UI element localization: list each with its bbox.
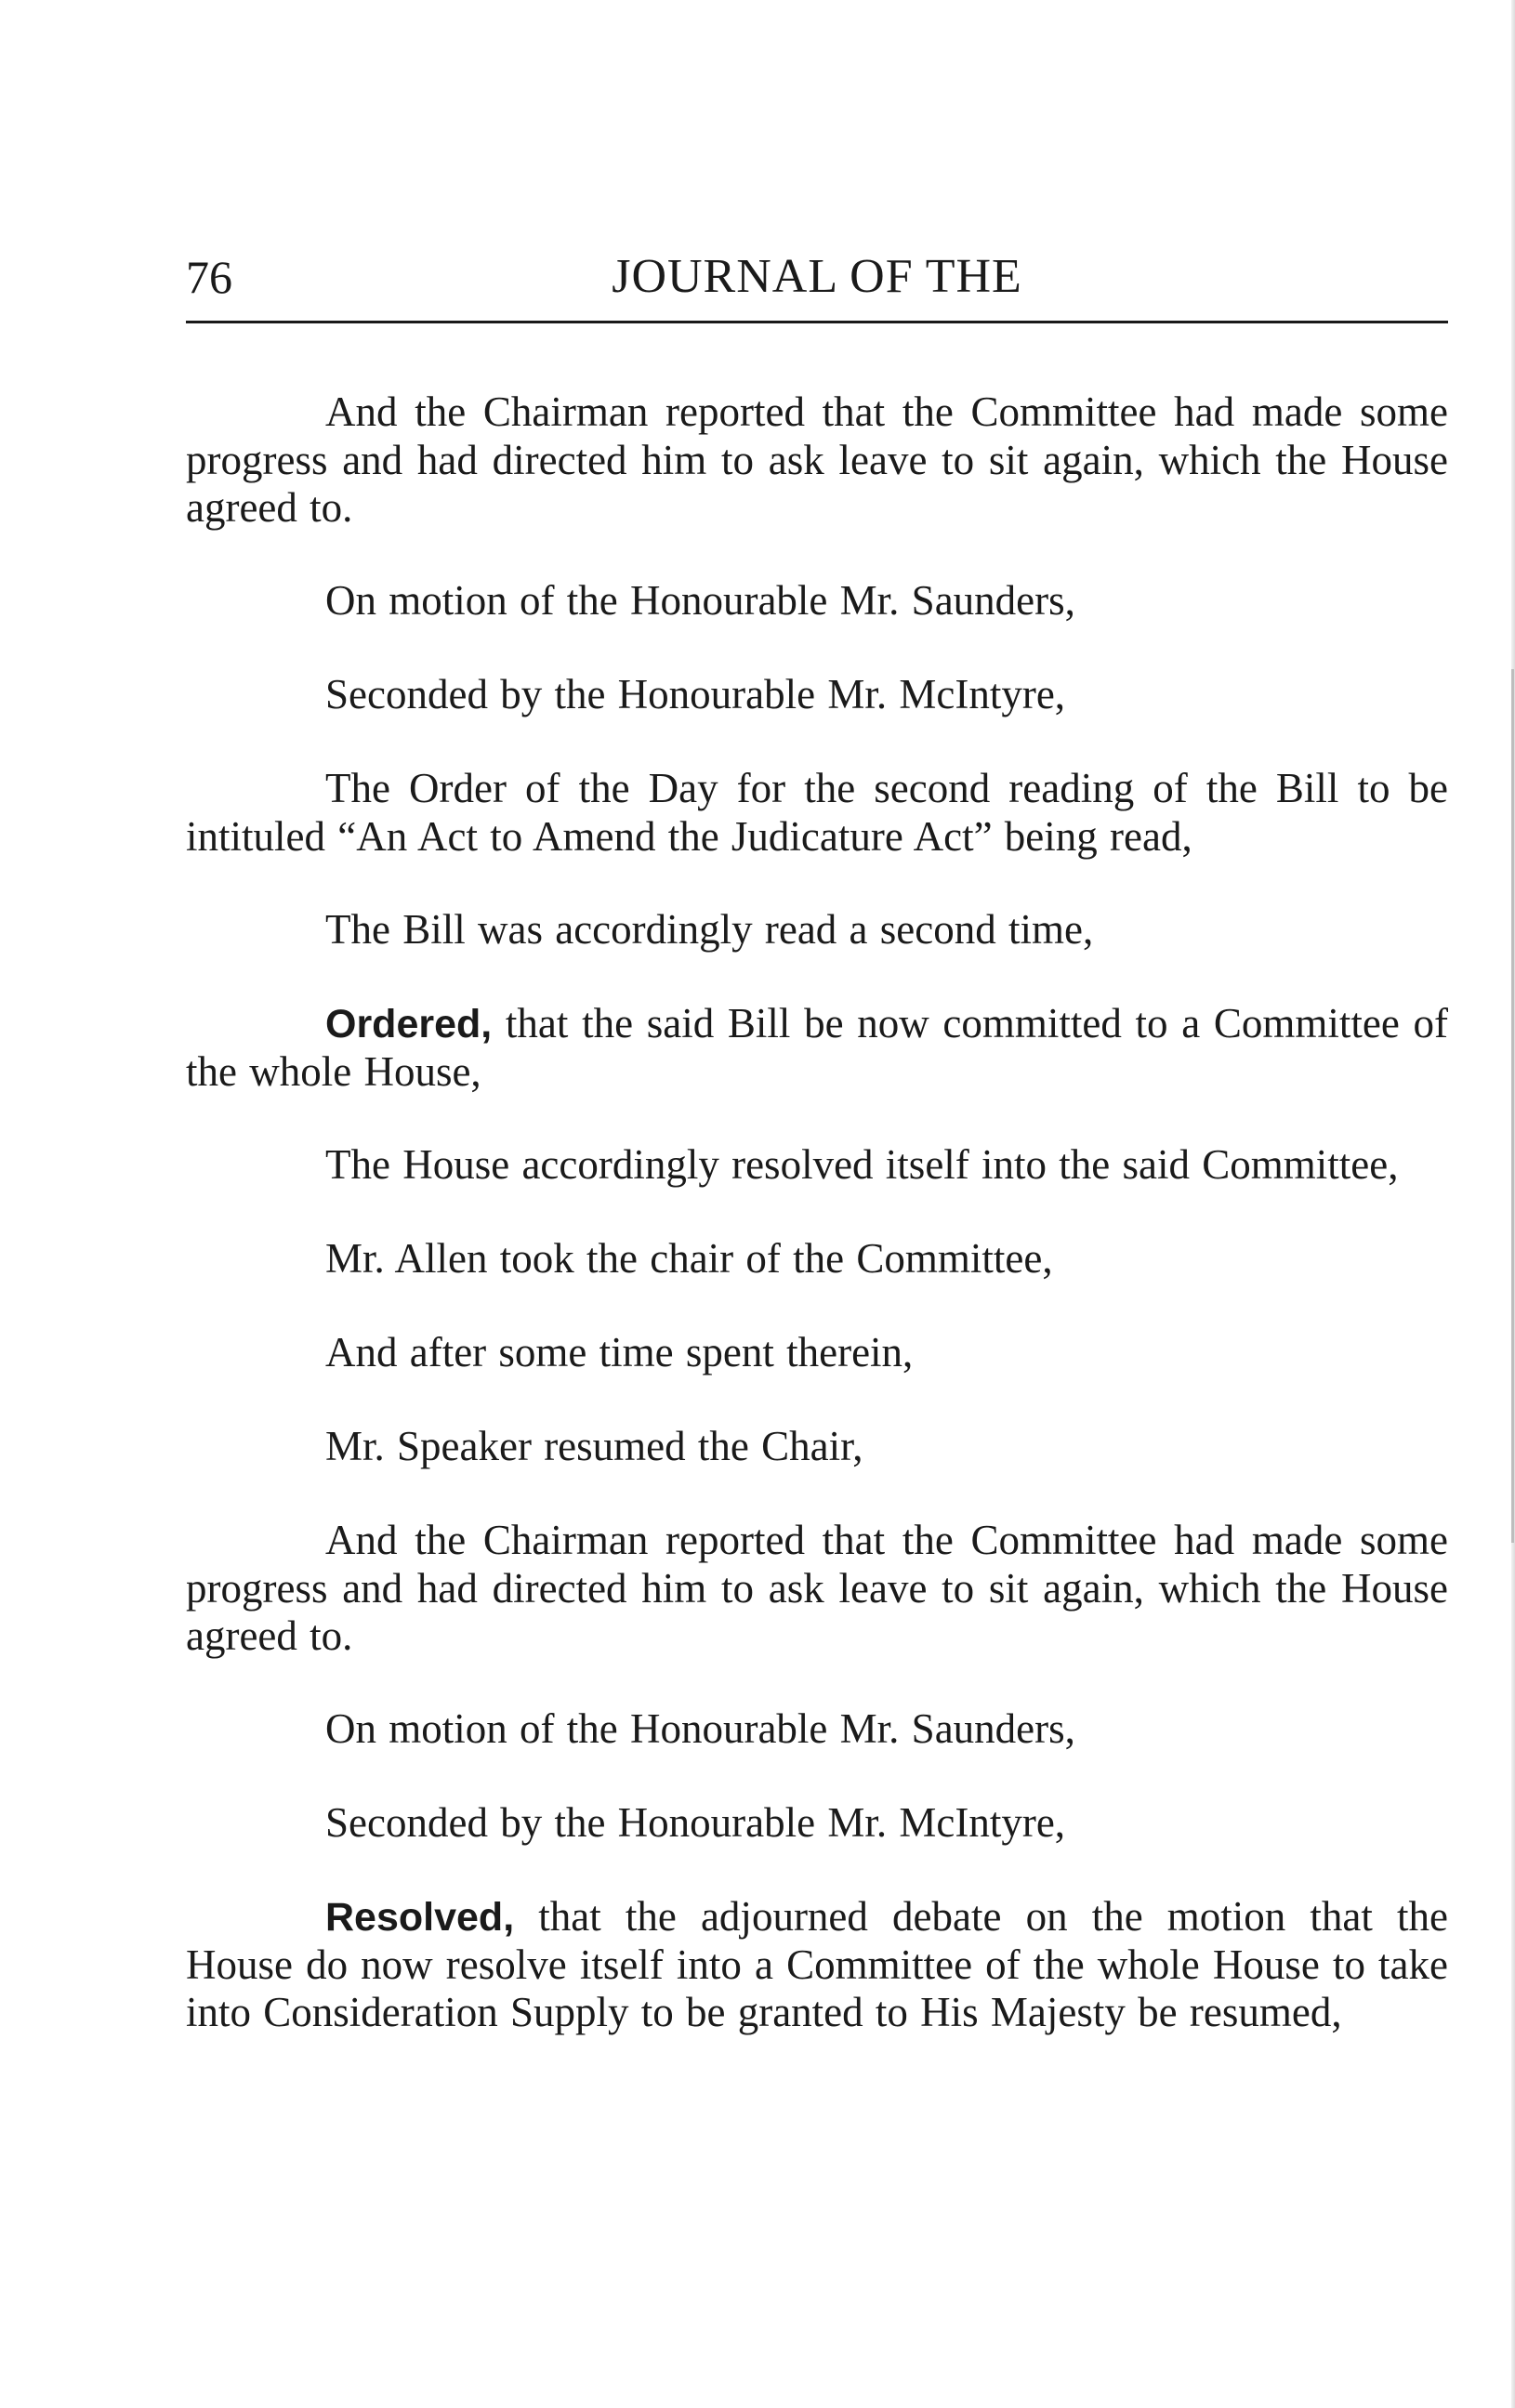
paragraph	[186, 1000, 1448, 1096]
journal-body	[186, 388, 1448, 2082]
paragraph-text: On motion of the Honourable Mr. Saunders,	[325, 577, 1075, 624]
paragraph-text: Mr. Speaker resumed the Chair,	[325, 1423, 863, 1469]
paragraph	[186, 1799, 1448, 1848]
paragraph-text: that the said Bill be now committed to a Committee of the whole House,	[186, 1000, 1448, 1095]
paragraph	[186, 388, 1448, 532]
paragraph-lead: Resolved,	[325, 1895, 515, 1940]
running-head: JOURNAL OF THE	[612, 250, 1022, 303]
paragraph-text: On motion of the Honourable Mr. Saunders,	[325, 1705, 1075, 1752]
paragraph	[186, 1329, 1448, 1377]
paragraph-text: that the adjourned debate on the motion that the House do now resolve itself into a Committee of the whole House to take into Consideration Supply to be granted to His Majesty be resumed,	[186, 1893, 1448, 2035]
paragraph-text: And the Chairman reported that the Committee had made some progress and had directed him to ask leave to sit again, which the House agreed to.	[186, 1517, 1448, 1659]
paragraph	[186, 671, 1448, 719]
paragraph	[186, 906, 1448, 954]
paragraph-text: The Bill was accordingly read a second time,	[325, 906, 1094, 953]
paragraph-text: Mr. Allen took the chair of the Committee,	[325, 1235, 1053, 1282]
paragraph	[186, 577, 1448, 625]
paragraph	[186, 1423, 1448, 1471]
paragraph	[186, 1235, 1448, 1283]
paragraph	[186, 1705, 1448, 1754]
page-number: 76	[186, 251, 232, 303]
scan-edge-mark	[1511, 669, 1514, 1543]
paragraph-text: And after some time spent therein,	[325, 1329, 914, 1375]
paragraph	[186, 765, 1448, 861]
paragraph-text: The Order of the Day for the second reading of the Bill to be intituled “An Act to Amend the Judicature Act” being read,	[186, 765, 1448, 860]
paragraph-text: The House accordingly resolved itself into the said Committee,	[325, 1141, 1399, 1188]
paragraph	[186, 1141, 1448, 1190]
header-rule	[186, 321, 1448, 323]
paragraph-text: And the Chairman reported that the Committee had made some progress and had directed him to ask leave to sit again, which the House agreed to.	[186, 388, 1448, 531]
paragraph	[186, 1517, 1448, 1660]
paragraph	[186, 1893, 1448, 2036]
page-header	[186, 249, 1448, 323]
paragraph-text: Seconded by the Honourable Mr. McIntyre,	[325, 1799, 1066, 1846]
paragraph-lead: Ordered,	[325, 1002, 493, 1046]
paragraph-text: Seconded by the Honourable Mr. McIntyre,	[325, 671, 1066, 717]
